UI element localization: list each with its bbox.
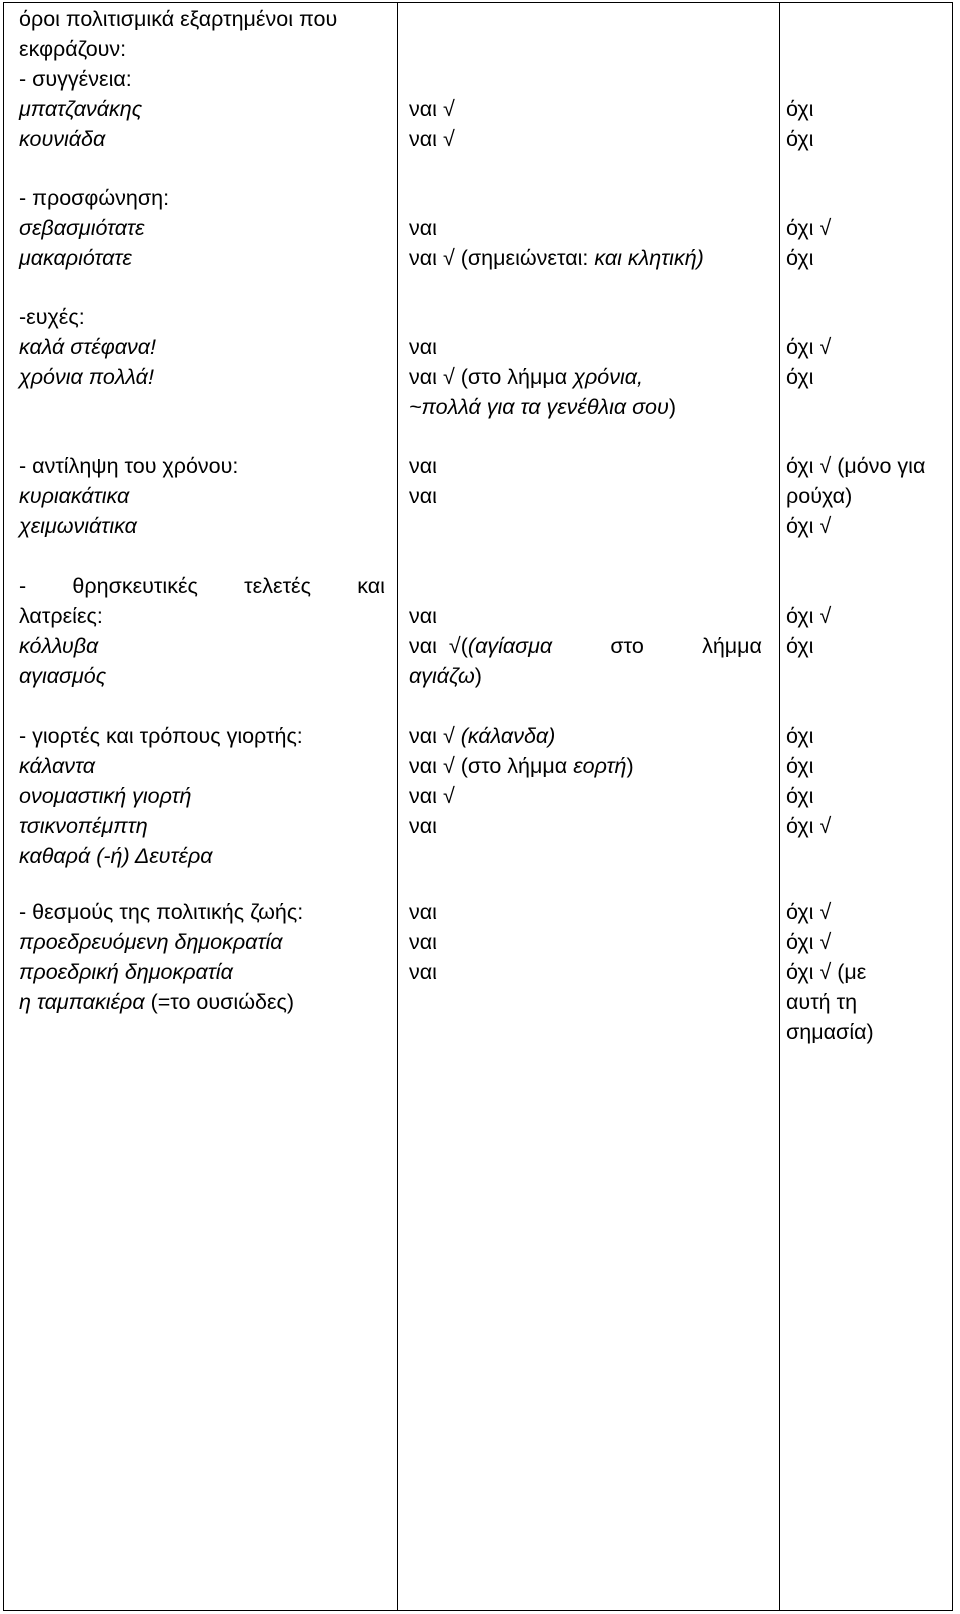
answer-yes: ναι (409, 484, 437, 508)
check-icon: √ (448, 634, 461, 658)
note-italic: χρόνια, (573, 365, 643, 389)
group-title-politics: - θεσμούς της πολιτικής ζωής: (19, 900, 304, 924)
group-title-religion-cont: λατρείες: (19, 604, 103, 628)
answer-yes: ναι (409, 335, 437, 359)
answer-yes: ναι √ (409, 127, 455, 151)
check-icon: √ (819, 514, 832, 538)
term-item: καλά στέφανα! (19, 335, 156, 359)
answer-no: όχι √ (786, 514, 832, 538)
group-title-time: - αντίληψη του χρόνου: (19, 454, 239, 478)
word: λήμμα (702, 634, 762, 658)
answer-no: όχι (786, 754, 814, 778)
check-icon: √ (819, 814, 832, 838)
answer-yes: ναι (409, 930, 437, 954)
answer-no: όχι √ (786, 900, 832, 924)
check-icon: √ (442, 365, 455, 389)
note-cont: αγιάζω) (409, 664, 482, 688)
term-note: (=το ουσιώδες) (150, 990, 295, 1014)
term-item: σεβασμιότατε (19, 216, 145, 240)
answer-no: όχι (786, 127, 814, 151)
term-item: τσικνοπέμπτη (19, 814, 148, 838)
answer-no: όχι √ (μόνο για (786, 454, 926, 478)
answer-no: όχι √ (786, 930, 832, 954)
group-title-religion (19, 571, 385, 601)
note: (στο λήμμα (460, 365, 568, 389)
group-title-wishes: -ευχές: (19, 305, 85, 329)
answer-no: όχι (786, 365, 814, 389)
column-divider-2 (779, 3, 780, 1610)
term-item: προεδρική δημοκρατία (19, 960, 233, 984)
check-icon: √ (442, 246, 455, 270)
answer-no: όχι (786, 246, 814, 270)
term-item: χρόνια πολλά! (19, 365, 154, 389)
answer-yes: ναι (409, 454, 437, 478)
term-item: κουνιάδα (19, 127, 106, 151)
term-item: κόλλυβα (19, 634, 99, 658)
answer-yes: ναι (409, 604, 437, 628)
term-item: μακαριότατε (19, 246, 132, 270)
group-title-address: - προσφώνηση: (19, 186, 170, 210)
answer-no: όχι (786, 724, 814, 748)
column-divider-1 (397, 3, 398, 1610)
word: και (357, 574, 385, 598)
header-line: όροι πολιτισμικά εξαρτημένοι που (19, 7, 338, 31)
word: τελετές (244, 574, 312, 598)
check-icon: √ (819, 335, 832, 359)
term-item: προεδρευόμενη δημοκρατία (19, 930, 283, 954)
term-item (19, 987, 294, 1017)
note-italic: (κάλανδα) (460, 724, 556, 748)
answer-yes: ναι (409, 814, 437, 838)
answer-no: όχι √ (786, 335, 832, 359)
note-cont: αυτή τη (786, 990, 858, 1014)
answer-yes: ναι √ (409, 97, 455, 121)
check-icon: √ (442, 97, 455, 121)
answer-no: όχι (786, 634, 814, 658)
term-item: μπατζανάκης (19, 97, 143, 121)
answer-yes: ναι √ (στο λήμμα χρόνια, (409, 365, 643, 389)
answer-yes: ναι √ (στο λήμμα εορτή) (409, 754, 634, 778)
check-icon: √ (819, 900, 832, 924)
note: (με (837, 960, 867, 984)
term-item: κάλαντα (19, 754, 96, 778)
answer-yes: ναι (409, 960, 437, 984)
answer-yes: ναι (409, 900, 437, 924)
check-icon: √ (819, 454, 832, 478)
answer-yes: ναι √ (409, 784, 455, 808)
note-italic: και κλητική) (594, 246, 704, 270)
term-text: η ταμπακιέρα (19, 990, 145, 1014)
note-cont: ~πολλά για τα γενέθλια σου) (409, 395, 677, 419)
term-item: χειμωνιάτικα (19, 514, 137, 538)
word: θρησκευτικές (72, 574, 198, 598)
term-item: κυριακάτικα (19, 484, 130, 508)
note: (στο λήμμα (460, 754, 568, 778)
answer-no: όχι √ (786, 216, 832, 240)
note-italic: εορτή (573, 754, 627, 778)
answer-yes: ναι √((αγίασμα στο λήμμα (409, 631, 762, 661)
answer-no: όχι √ (με (786, 960, 867, 984)
note-cont: σημασία) (786, 1020, 874, 1044)
check-icon: √ (819, 216, 832, 240)
answer-no: όχι (786, 784, 814, 808)
check-icon: √ (442, 754, 455, 778)
word: στο (610, 634, 644, 658)
answer-yes: ναι √ (σημειώνεται: και κλητική) (409, 246, 704, 270)
answer-yes: ναι √ (κάλανδα) (409, 724, 556, 748)
check-icon: √ (819, 960, 832, 984)
word: - (19, 574, 27, 598)
check-icon: √ (819, 930, 832, 954)
group-title-celebrations: - γιορτές και τρόπους γιορτής: (19, 724, 303, 748)
note-cont: ρούχα) (786, 484, 853, 508)
group-title-kinship: - συγγένεια: (19, 67, 132, 91)
answer-no: όχι √ (786, 604, 832, 628)
term-item: αγιασμός (19, 664, 107, 688)
answer-no: όχι (786, 97, 814, 121)
answer-yes: ναι (409, 216, 437, 240)
check-icon: √ (442, 127, 455, 151)
check-icon: √ (442, 784, 455, 808)
note: (σημειώνεται: (460, 246, 589, 270)
answer-no: όχι √ (786, 814, 832, 838)
check-icon: √ (442, 724, 455, 748)
term-item: καθαρά (-ή) Δευτέρα (19, 844, 213, 868)
header-line: εκφράζουν: (19, 37, 127, 61)
check-icon: √ (819, 604, 832, 628)
note: (μόνο για (837, 454, 926, 478)
term-item: ονομαστική γιορτή (19, 784, 192, 808)
